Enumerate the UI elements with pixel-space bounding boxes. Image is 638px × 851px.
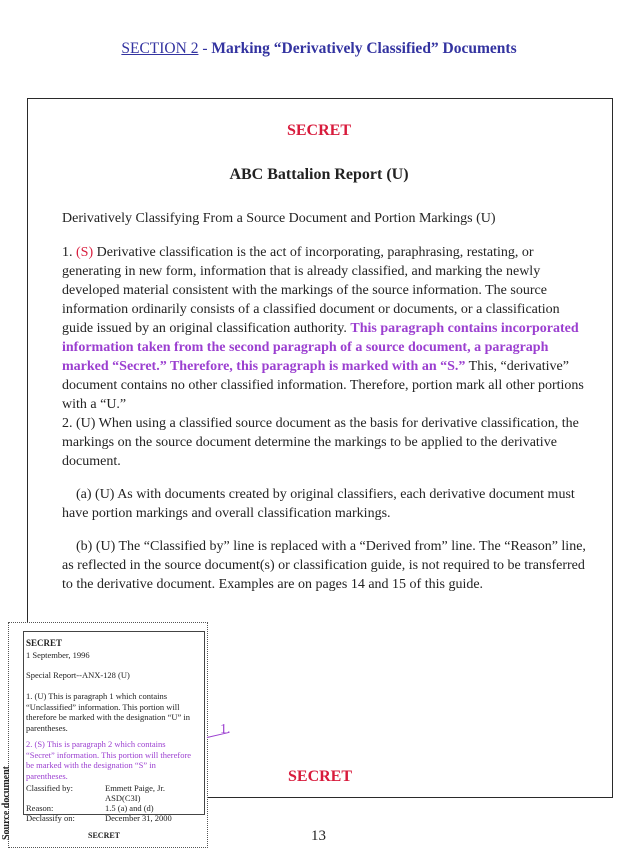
paragraph-2: 2. (U) When using a classified source document as the basis for derivative classification, the markings on the source document determine the markings to be applied to the derivative document. [62, 416, 579, 469]
source-declassify-value: December 31, 2000 [105, 813, 172, 823]
source-reason-label: Reason: [26, 803, 54, 813]
source-declassify-label: Declassify on: [26, 813, 75, 823]
portion-mark-s: (S) [76, 245, 94, 260]
paragraph-1-tail: This, “derivative” document contains no other classified information. Therefore, portion mark all other portions with a “U.” [62, 359, 584, 412]
paragraph-2b-text: (b) (U) The “Classified by” line is replaced with a “Derived from” line. The “Reason” line, as reflected in the source document(s) or classification guide, is not required to be transferred to the derivative document. Examples are on pages 14 and 15 of this guide. [62, 539, 586, 592]
source-report-id: Special Report--ANX-128 (U) [26, 670, 130, 680]
paragraph-1-text: Derivative classification is the act of incorporating, paraphrasing, restating, or generating in new form, information that is already classified, and marking the newly developed material consistent with the markings of the source information. The source information ordinarily consists of a classified document or documents, or a classification guide issued by an original classification authority. [62, 245, 560, 336]
paragraph-1-number: 1. [62, 245, 73, 260]
section-separator: - [198, 40, 212, 57]
classification-banner-top: SECRET [286, 122, 352, 139]
source-date: 1 September, 1996 [26, 650, 90, 660]
callout-label: 1. [220, 722, 231, 737]
source-classified-by-label: Classified by: [26, 783, 73, 793]
paragraph-2a [62, 485, 592, 523]
source-document-label: Source document [1, 766, 12, 840]
report-lead: Derivatively Classifying From a Source Document and Portion Markings (U) [62, 211, 496, 226]
source-classification-top: SECRET [26, 638, 63, 648]
paragraph-2a-text: (a) (U) As with documents created by original classifiers, each derivative document must have portion markings and overall classification markings. [62, 487, 575, 521]
source-reason-value: 1.5 (a) and (d) [105, 803, 154, 813]
paragraph-1 [62, 243, 592, 414]
section-title [0, 40, 638, 58]
section-subtitle: Marking “Derivatively Classified” Documents [211, 40, 517, 57]
source-classification-bottom: SECRET [88, 831, 121, 840]
report-title: ABC Battalion Report (U) [229, 166, 409, 183]
source-classified-by-office: ASD(C3I) [105, 793, 141, 803]
source-paragraph-2: 2. (S) This is paragraph 2 which contains “Secret” information. This portion will therefore be marked with the designation “S” in parentheses. [26, 739, 192, 781]
paragraph-2b [62, 537, 592, 594]
source-paragraph-1: 1. (U) This is paragraph 1 which contains “Unclassified” information. This portion will therefore be marked with the designation “U” in parentheses. [26, 691, 191, 733]
paragraph-1-highlight: This paragraph contains incorporated information taken from the second paragraph of a source document, a paragraph marked “Secret.” Therefore, this paragraph is marked with an “S.” [62, 321, 579, 374]
source-classified-by-value: Emmett Paige, Jr. [105, 783, 165, 793]
section-number: SECTION 2 [121, 40, 199, 57]
page-number: 13 [311, 828, 326, 844]
classification-banner-bottom: SECRET [288, 768, 353, 785]
